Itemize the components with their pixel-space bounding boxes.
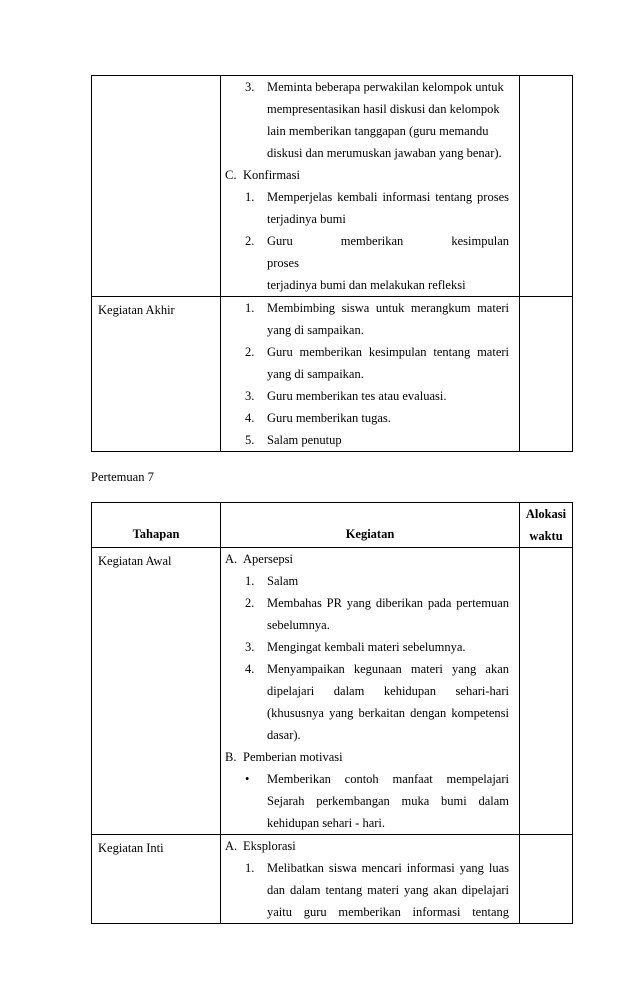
list-item: 1. Melibatkan siswa mencari informasi yang luas dan dalam tentang materi yang akan dipelajari yaitu guru memberikan informasi tentang xyxy=(245,861,509,919)
list-item: • Memberikan contoh manfaat mempelajari Sejarah perkembangan muka bumi dalam kehidupan sehari - hari. xyxy=(245,768,509,834)
header-time: Alokasi waktu xyxy=(520,503,573,548)
time-cell xyxy=(520,548,573,835)
table-row xyxy=(92,548,573,835)
section-heading: A. Apersepsi xyxy=(225,552,293,566)
stage-cell: Kegiatan Inti xyxy=(92,835,221,924)
list-item: 3. Guru memberikan tes atau evaluasi. xyxy=(245,389,447,403)
bullet-icon: • xyxy=(245,772,250,786)
time-cell xyxy=(520,297,573,452)
time-cell xyxy=(520,76,573,297)
list-item: 2. Membahas PR yang diberikan pada pertemuan sebelumnya. xyxy=(245,596,509,632)
table-row xyxy=(92,76,573,297)
meeting-caption: Pertemuan 7 xyxy=(91,470,154,484)
section-heading: C. Konfirmasi xyxy=(225,168,300,182)
list-item: 2. Guru memberikan kesimpulan tentang materi yang di sampaikan. xyxy=(245,345,509,381)
activity-cell xyxy=(221,548,520,835)
stage-cell: Kegiatan Awal xyxy=(92,548,221,835)
list-item: 4. Menyampaikan kegunaan materi yang akan dipelajari dalam kehidupan sehari-hari (khususnya yang berkaitan dengan kompetensi dasar). xyxy=(245,662,509,742)
time-cell xyxy=(520,835,573,924)
lesson-table-continued xyxy=(91,75,573,452)
header-row xyxy=(92,503,573,548)
list-item: 3. Mengingat kembali materi sebelumnya. xyxy=(245,640,466,654)
stage-cell xyxy=(92,76,221,297)
section-heading: A. Eksplorasi xyxy=(225,839,296,853)
list-item: 1. Salam xyxy=(245,574,299,588)
table-row xyxy=(92,297,573,452)
list-item: 3. Meminta beberapa perwakilan kelompok untuk mempresentasikan hasil diskusi dan kelompok lain memberikan tanggapan (guru memandu diskusi dan merumuskan jawaban yang benar). xyxy=(245,80,504,160)
list-item: 4. Guru memberikan tugas. xyxy=(245,411,391,425)
activity-cell xyxy=(221,835,520,924)
stage-cell: Kegiatan Akhir xyxy=(92,297,221,452)
list-item: 5. Salam penutup xyxy=(245,433,342,447)
section-heading: B. Pemberian motivasi xyxy=(225,750,343,764)
activity-cell xyxy=(221,297,520,452)
table-row xyxy=(92,835,573,924)
activity-cell xyxy=(221,76,520,297)
header-activity: Kegiatan xyxy=(221,503,520,548)
list-item: 1. Membimbing siswa untuk merangkum materi yang di sampaikan. xyxy=(245,301,509,337)
list-item: 1. Memperjelas kembali informasi tentang proses terjadinya bumi xyxy=(245,190,509,226)
header-stage: Tahapan xyxy=(92,503,221,548)
lesson-table-meeting-7 xyxy=(91,502,573,924)
list-item: 2. Guru memberikan kesimpulan proses terjadinya bumi dan melakukan refleksi xyxy=(245,234,509,292)
